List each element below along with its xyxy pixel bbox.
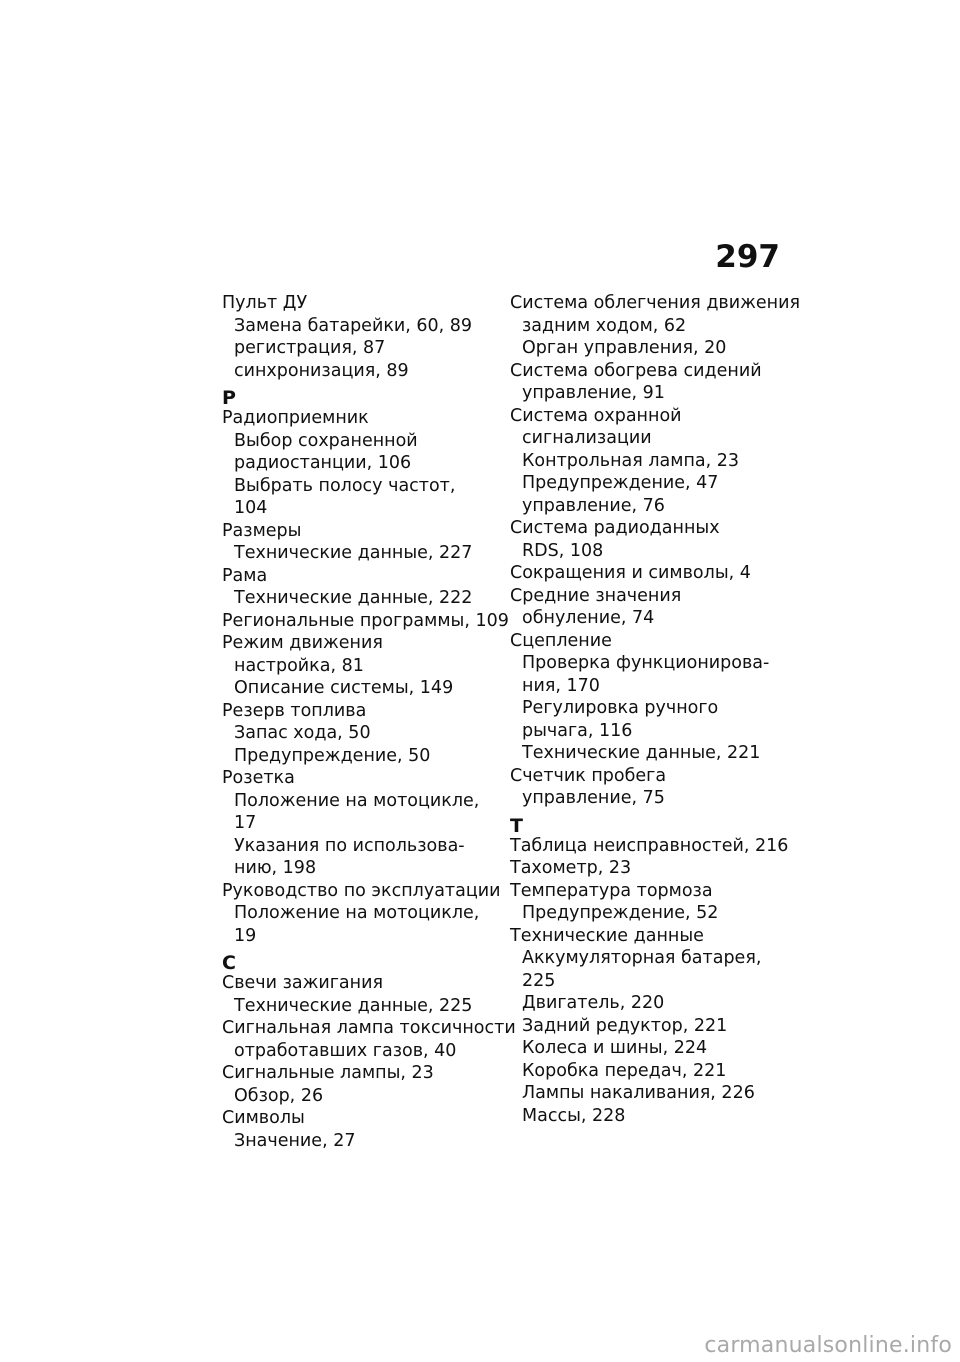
index-entry: Сцепление (510, 630, 612, 651)
index-subentry: Аккумуляторная батарея, 225 (522, 948, 762, 991)
index-entry: Розетка (222, 768, 295, 788)
index-entry: Система облегчения движения (510, 293, 800, 313)
index-entry: Сокращения и символы, 4 (510, 563, 751, 583)
index-subentry: Предупреждение, 47 (522, 473, 719, 493)
index-entry: Символы (222, 1108, 305, 1128)
index-subentry: Описание системы, 149 (234, 678, 454, 698)
index-subentry: радиостанции, 106 (234, 453, 412, 473)
index-subentry: ния, 170 (522, 675, 600, 696)
watermark: carmanualsonline.info (704, 1333, 952, 1358)
index-entry: Руководство по эксплуатации (222, 880, 501, 901)
index-subentry: Значение, 27 (234, 1130, 356, 1151)
index-subentry: Запас хода, 50 (234, 723, 371, 743)
index-section-letter: Т (510, 814, 523, 837)
index-entry: Пульт ДУ (222, 293, 308, 313)
page-number: 297 (715, 239, 780, 275)
index-entry: Рама (222, 565, 268, 586)
index-entry: Режим движения (222, 633, 383, 653)
index-entry: Свечи зажигания (222, 973, 384, 993)
index-entry: Температура тормоза (510, 880, 713, 901)
index-subentry: Коробка передач, 221 (522, 1060, 727, 1081)
index-subentry: Замена батарейки, 60, 89 (234, 315, 473, 336)
index-subentry: Двигатель, 220 (522, 993, 665, 1013)
index-subentry: синхронизация, 89 (234, 360, 409, 381)
index-subentry: управление, 76 (522, 495, 665, 516)
index-subentry: регистрация, 87 (234, 338, 386, 358)
index-subentry: Колеса и шины, 224 (522, 1038, 708, 1058)
index-entry: Сигнальные лампы, 23 (222, 1063, 434, 1083)
index-entry: Средние значения (510, 585, 682, 606)
index-subentry: Технические данные, 227 (234, 543, 473, 563)
index-entry: Тахометр, 23 (510, 858, 632, 878)
index-subentry: Положение на мотоцикле, 19 (234, 903, 480, 946)
index-subentry: Контрольная лампа, 23 (522, 450, 740, 471)
index-subentry: управление, 91 (522, 383, 665, 403)
index-subentry: Проверка функционирова- (522, 653, 770, 673)
index-column-right (510, 292, 800, 1127)
index-subentry: Положение на мотоцикле, 17 (234, 790, 480, 833)
index-entry: Таблица неисправностей, 216 (510, 835, 789, 856)
index-subentry: задним ходом, 62 (522, 315, 687, 336)
index-subentry: Выбрать полосу частот, 104 (234, 475, 456, 518)
index-subentry: RDS, 108 (522, 540, 604, 561)
index-section-letter: С (222, 952, 236, 974)
index-section-letter: Р (222, 387, 236, 409)
index-entry: Резерв топлива (222, 700, 367, 721)
index-entry: Региональные программы, 109 (222, 610, 509, 631)
index-subentry: Предупреждение, 52 (522, 903, 719, 923)
index-entry: Система обогрева сидений (510, 360, 762, 381)
index-subentry: Технические данные, 225 (234, 995, 473, 1016)
index-subentry: Технические данные, 221 (522, 743, 761, 763)
index-entry: Размеры (222, 520, 302, 541)
index-subentry: Массы, 228 (522, 1105, 626, 1126)
index-subentry: Регулировка ручного (522, 698, 719, 718)
index-subentry: Указания по использова- (234, 835, 465, 856)
index-entry: Система радиоданных (510, 518, 720, 538)
index-subentry: обнуление, 74 (522, 608, 655, 628)
index-subentry: настройка, 81 (234, 655, 364, 676)
index-subentry: рычага, 116 (522, 720, 633, 741)
index-subentry: Предупреждение, 50 (234, 745, 431, 766)
index-entry: Система охранной (510, 405, 682, 426)
index-subentry: отработавших газов, 40 (234, 1040, 457, 1061)
index-entry: Радиоприемник (222, 408, 369, 428)
index-subentry: Выбор сохраненной (234, 430, 418, 451)
index-subentry: сигнализации (522, 428, 652, 448)
index-column-left (222, 292, 516, 1152)
index-subentry: Лампы накаливания, 226 (522, 1083, 755, 1103)
index-subentry: Обзор, 26 (234, 1085, 324, 1106)
index-entry: Счетчик пробега (510, 765, 667, 786)
index-subentry: управление, 75 (522, 788, 665, 808)
index-entry: Технические данные (510, 925, 704, 946)
index-entry: Сигнальная лампа токсичности (222, 1018, 516, 1038)
index-subentry: Технические данные, 222 (234, 588, 473, 608)
index-subentry: Задний редуктор, 221 (522, 1015, 728, 1036)
index-subentry: нию, 198 (234, 858, 317, 878)
index-subentry: Орган управления, 20 (522, 338, 727, 358)
